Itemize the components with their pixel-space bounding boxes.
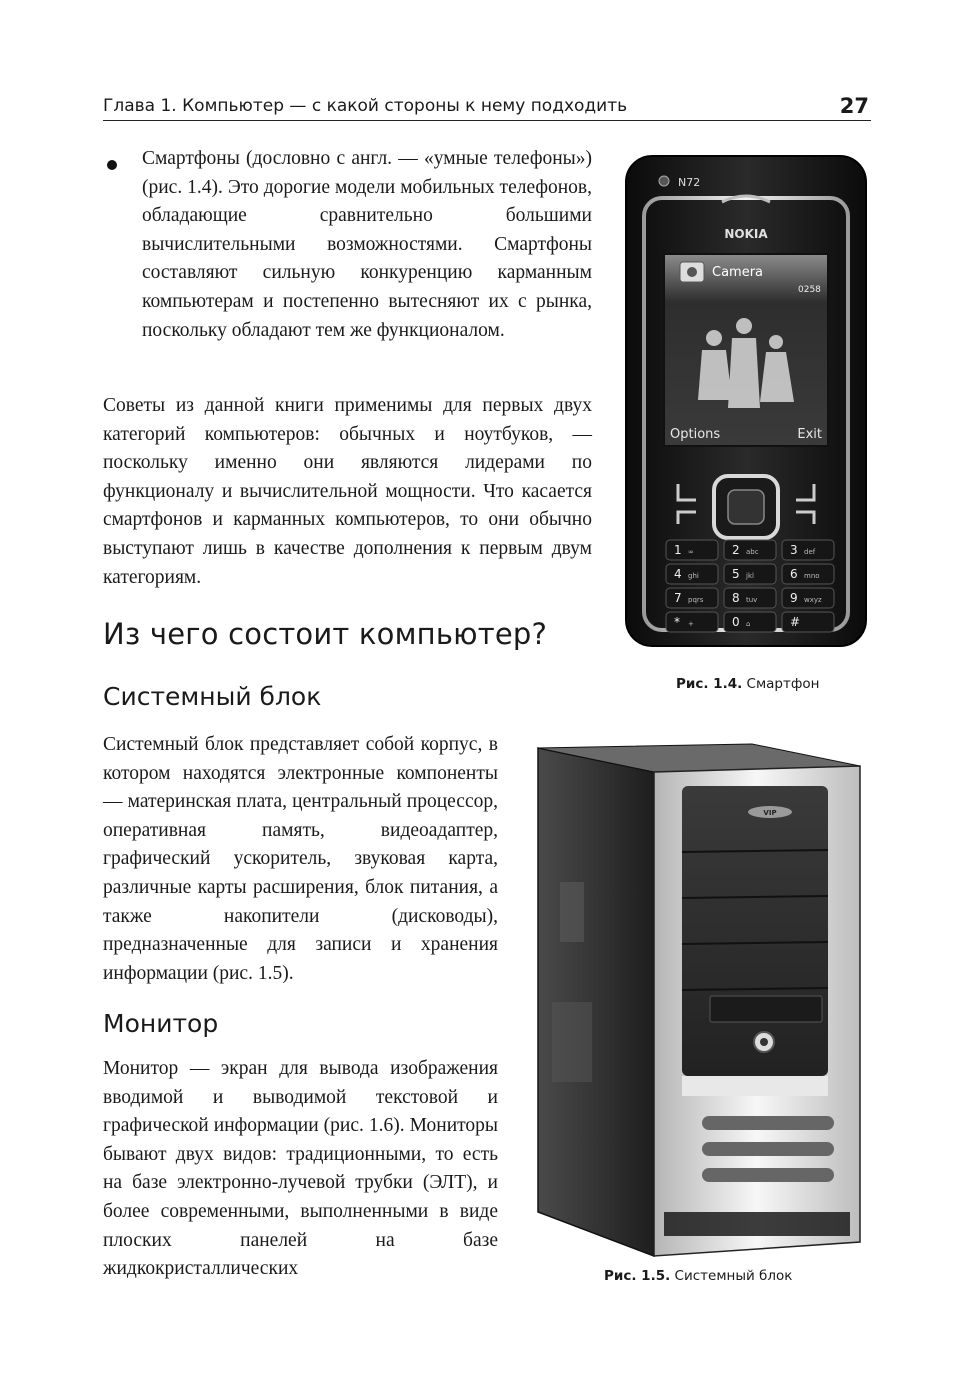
phone-key (724, 588, 776, 608)
phone-key-number: 2 (732, 543, 740, 557)
phone-key (666, 588, 718, 608)
caption-figure-1-4-text: Смартфон (746, 676, 820, 692)
caption-figure-1-5-label: Рис. 1.5. (604, 1268, 671, 1284)
phone-key (666, 540, 718, 560)
phone-key-letters: ghi (688, 572, 699, 580)
page-number: 27 (839, 94, 869, 118)
phone-key (782, 540, 834, 560)
phone-key-number: 4 (674, 567, 682, 581)
phone-key-number: 1 (674, 543, 682, 557)
caption-figure-1-4 (676, 676, 819, 692)
phone-key-letters: + (688, 620, 694, 628)
paragraph-system-unit: Системный блок представляет собой корпус, в котором находятся электронные компоненты — материнская плата, центральный процессор, оперативная память, видеоадаптер, графический ускоритель, звуковая карта, различные карты расширения, блок питания, а также накопители (дисководы), предназначенные для записи и хранения информации (рис. 1.5). (103, 734, 498, 984)
paragraph-monitor: Монитор — экран для вывода изображения вводимой и выводимой текстовой и графической информации (рис. 1.6). Мониторы бывают двух видов: традиционными, то есть на базе электронно-лучевой трубки (ЭЛТ), и более современными, выполненными в виде плоских панелей на базе жидкокристаллических (103, 1058, 498, 1280)
phone-key (782, 588, 834, 608)
phone-key-letters: wxyz (804, 596, 822, 604)
paragraph-advice: Советы из данной книги применимы для первых двух категорий компьютеров: обычных и ноутбуков, — поскольку именно они являются лидерами по функционалу и вычислительной мощности. Что касается смартфонов и карманных компьютеров, то они обычно выступают лишь в качестве дополнения к первым двум категориям. (103, 395, 592, 588)
floppy-drive-slot (710, 996, 822, 1022)
running-header-title: Глава 1. Компьютер — с какой стороны к нему подходить (103, 96, 628, 116)
phone-key-letters: pqrs (688, 596, 704, 604)
bullet-icon (107, 160, 117, 170)
phone-key-number: 8 (732, 591, 740, 605)
phone-screen-counter: 0258 (798, 285, 821, 295)
phone-key-number: 5 (732, 567, 740, 581)
caption-figure-1-5 (604, 1268, 792, 1284)
phone-brand-label: NOKIA (724, 227, 768, 241)
section-heading: Из чего состоит компьютер? (103, 617, 548, 651)
phone-key (782, 612, 834, 632)
phone-key-letters: ∞ (688, 548, 694, 556)
phone-key (782, 564, 834, 584)
phone-key-letters: ⌂ (746, 620, 751, 628)
phone-key (666, 564, 718, 584)
phone-key-letters: tuv (746, 596, 758, 604)
running-header (103, 92, 871, 121)
heading-monitor: Монитор (103, 1009, 219, 1038)
phone-key-number: 9 (790, 591, 798, 605)
phone-key-letters: jkl (746, 572, 754, 580)
front-grille (702, 1116, 834, 1182)
bullet-smartphones-text: Смартфоны (дословно с англ. — «умные телефоны») (рис. 1.4). Это дорогие модели мобильных телефонов, обладающие сравнительно большими вычислительными возможностями. Смартфоны составляют сильную конкуренцию карманным компьютерам и постепенно вытесняют их с рынка, поскольку обладают тем же функционалом. (142, 148, 592, 341)
phone-model-label: N72 (678, 176, 701, 189)
phone-key-number: 0 (732, 615, 740, 629)
phone-key-number: # (790, 615, 801, 629)
phone-key-number: 6 (790, 567, 798, 581)
phone-key-number: * (674, 615, 680, 629)
heading-system-unit: Системный блок (103, 682, 322, 711)
phone-key (666, 612, 718, 632)
drive-bays-panel (682, 786, 828, 1076)
caption-figure-1-4-label: Рис. 1.4. (676, 676, 743, 692)
phone-key-letters: def (804, 548, 816, 556)
phone-softkey-left: Options (670, 427, 721, 442)
phone-key-number: 3 (790, 543, 798, 557)
smartphone-image (622, 150, 870, 650)
svg-text:VIP: VIP (763, 809, 777, 817)
phone-key (724, 540, 776, 560)
phone-key-letters: abc (746, 548, 759, 556)
caption-figure-1-5-text: Системный блок (674, 1268, 793, 1284)
figure-smartphone (622, 150, 870, 650)
phone-key (724, 564, 776, 584)
phone-key (724, 612, 776, 632)
phone-softkey-right: Exit (797, 427, 822, 442)
figure-system-unit (534, 742, 864, 1262)
phone-key-letters: mno (804, 572, 820, 580)
phone-screen-title: Camera (712, 265, 764, 280)
side-vent (560, 882, 584, 942)
system-unit-image (534, 742, 864, 1262)
phone-key-number: 7 (674, 591, 682, 605)
